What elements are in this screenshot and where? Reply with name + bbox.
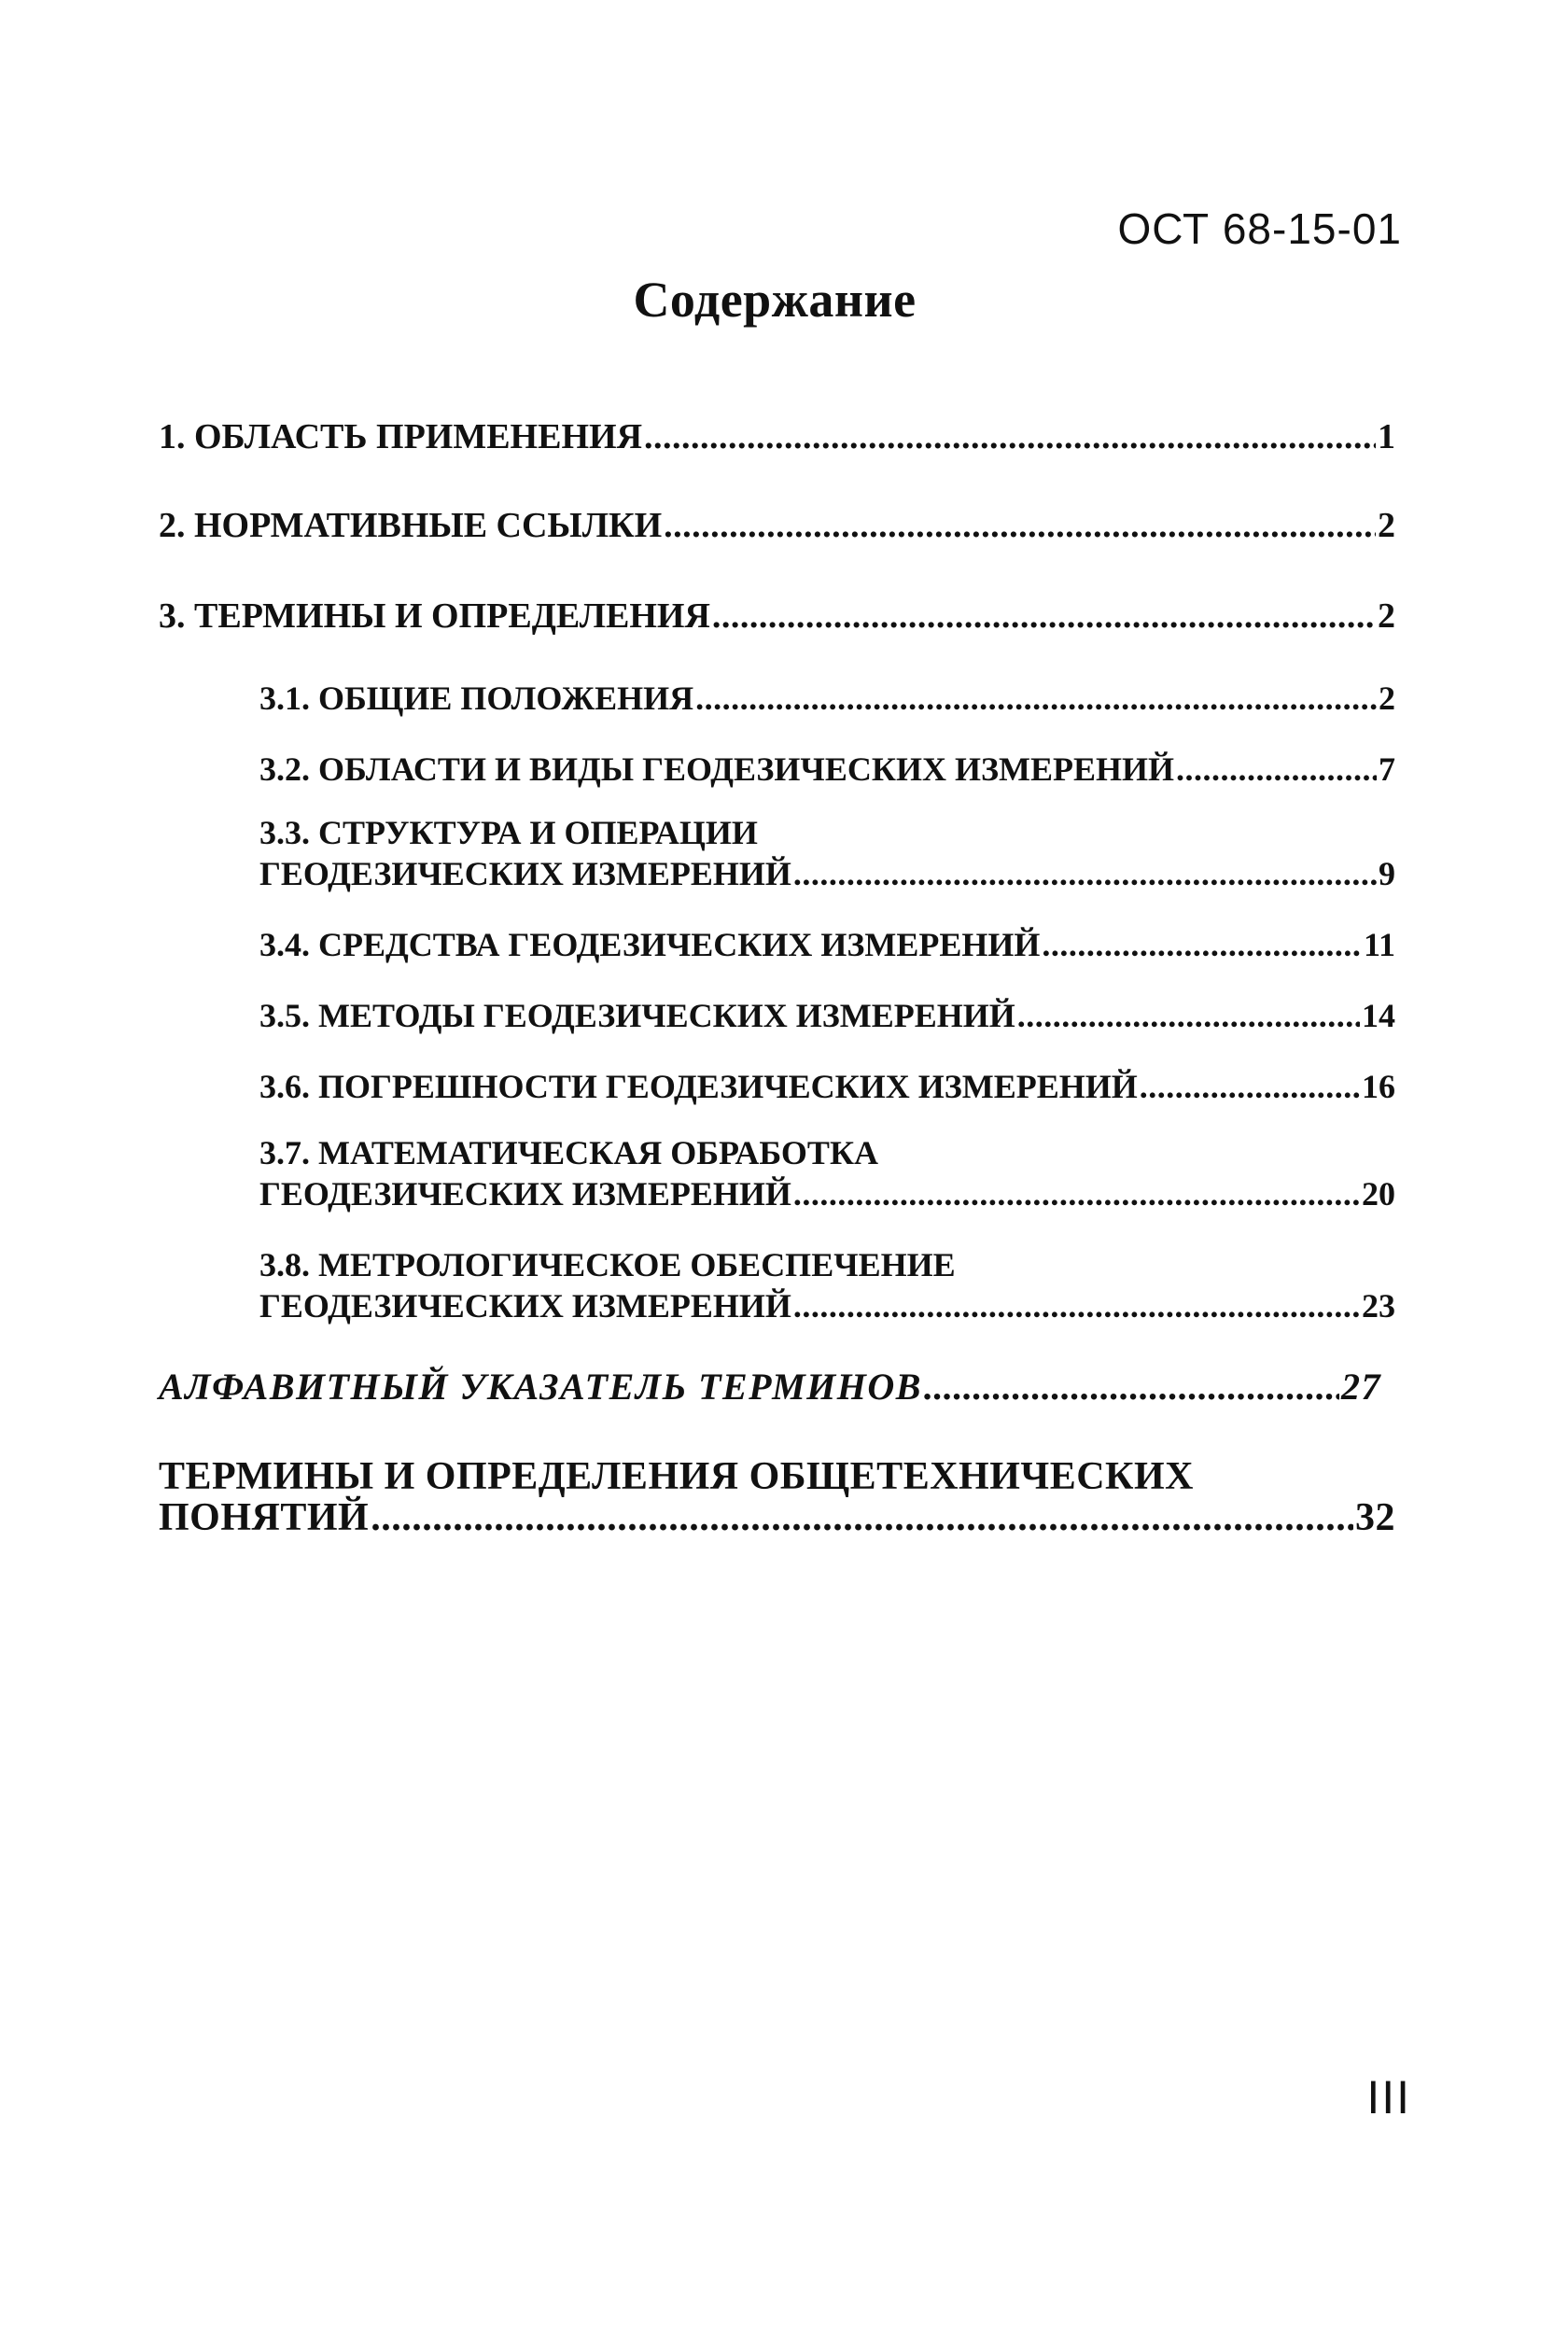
toc-heading: Содержание (633, 272, 917, 328)
toc-dot-leader (793, 1287, 1360, 1325)
toc-page-number: 11 (1363, 926, 1395, 963)
toc-entry-first-line: 3.8. МЕТРОЛОГИЧЕСКОЕ ОБЕСПЕЧЕНИЕ (259, 1246, 956, 1283)
toc-page-number: 32 (1355, 1496, 1395, 1539)
toc-dot-leader (644, 418, 1376, 456)
toc-entry-general-terms[interactable] (159, 1455, 1395, 1539)
toc-entry-label: 3.1. ОБЩИЕ ПОЛОЖЕНИЯ (259, 680, 694, 717)
toc-entry-label: 3.5. МЕТОДЫ ГЕОДЕЗИЧЕСКИХ ИЗМЕРЕНИЙ (259, 997, 1015, 1034)
toc-entry-section-3[interactable] (159, 597, 1395, 635)
toc-page-number: 2 (1378, 596, 1395, 636)
toc-entry-section-3-8[interactable] (259, 1246, 1395, 1325)
toc-entry-label: 3.2. ОБЛАСТИ И ВИДЫ ГЕОДЕЗИЧЕСКИХ ИЗМЕРЕНИЙ (259, 750, 1174, 788)
toc-entry-section-3-7[interactable] (259, 1134, 1395, 1213)
toc-dot-leader (664, 507, 1376, 544)
toc-entry-label: ГЕОДЕЗИЧЕСКИХ ИЗМЕРЕНИЙ (259, 855, 791, 892)
toc-dot-leader (924, 1368, 1339, 1406)
toc-entry-label: 3.6. ПОГРЕШНОСТИ ГЕОДЕЗИЧЕСКИХ ИЗМЕРЕНИЙ (259, 1068, 1138, 1105)
toc-entry-section-1[interactable] (159, 418, 1395, 456)
toc-entry-alphabetical-index[interactable] (159, 1368, 1381, 1406)
toc-page-number: 9 (1379, 855, 1395, 892)
toc-entry-section-3-5[interactable] (259, 997, 1395, 1034)
toc-entry-label: 3.4. СРЕДСТВА ГЕОДЕЗИЧЕСКИХ ИЗМЕРЕНИЙ (259, 926, 1041, 963)
toc-entry-label: 3. ТЕРМИНЫ И ОПРЕДЕЛЕНИЯ (159, 596, 710, 636)
toc-dot-leader (695, 680, 1377, 717)
toc-entry-section-3-2[interactable] (259, 750, 1395, 788)
toc-entry-section-3-6[interactable] (259, 1068, 1395, 1105)
toc-entry-label: ПОНЯТИЙ (159, 1496, 370, 1539)
toc-entry-first-line: ТЕРМИНЫ И ОПРЕДЕЛЕНИЯ ОБЩЕТЕХНИЧЕСКИХ (159, 1455, 1195, 1498)
toc-entry-section-3-3[interactable] (259, 814, 1395, 892)
toc-page-number: 14 (1362, 997, 1395, 1034)
toc-dot-leader (1042, 926, 1362, 963)
toc-dot-leader (712, 597, 1376, 635)
toc-dot-leader (1017, 997, 1360, 1034)
toc-page-number: 27 (1341, 1366, 1381, 1408)
toc-entry-label: ГЕОДЕЗИЧЕСКИХ ИЗМЕРЕНИЙ (259, 1175, 791, 1213)
toc-entry-label: АЛФАВИТНЫЙ УКАЗАТЕЛЬ ТЕРМИНОВ (159, 1366, 922, 1408)
toc-page-number: 1 (1378, 417, 1395, 456)
toc-entry-label: ГЕОДЕЗИЧЕСКИХ ИЗМЕРЕНИЙ (259, 1287, 791, 1325)
toc-page-number: 23 (1362, 1287, 1395, 1325)
toc-page-number: 20 (1362, 1175, 1395, 1213)
toc-dot-leader (793, 855, 1377, 892)
toc-dot-leader (371, 1499, 1353, 1536)
toc-entry-section-3-1[interactable] (259, 680, 1395, 717)
toc-entry-label: 2. НОРМАТИВНЫЕ ССЫЛКИ (159, 506, 663, 545)
toc-entry-label: 1. ОБЛАСТЬ ПРИМЕНЕНИЯ (159, 417, 643, 456)
document-code: ОСТ 68-15-01 (1117, 204, 1402, 253)
toc-page-number: 7 (1379, 750, 1395, 788)
toc-dot-leader (793, 1175, 1360, 1213)
toc-entry-section-2[interactable] (159, 507, 1395, 544)
toc-entry-section-3-4[interactable] (259, 926, 1395, 963)
page-number: III (1366, 2071, 1411, 2124)
toc-dot-leader (1176, 750, 1377, 788)
toc-page-number: 2 (1379, 680, 1395, 717)
toc-entry-first-line: 3.7. МАТЕМАТИЧЕСКАЯ ОБРАБОТКА (259, 1134, 879, 1171)
toc-page-number: 2 (1378, 506, 1395, 545)
toc-entry-first-line: 3.3. СТРУКТУРА И ОПЕРАЦИИ (259, 814, 758, 851)
toc-page-number: 16 (1362, 1068, 1395, 1105)
toc-dot-leader (1140, 1068, 1360, 1105)
